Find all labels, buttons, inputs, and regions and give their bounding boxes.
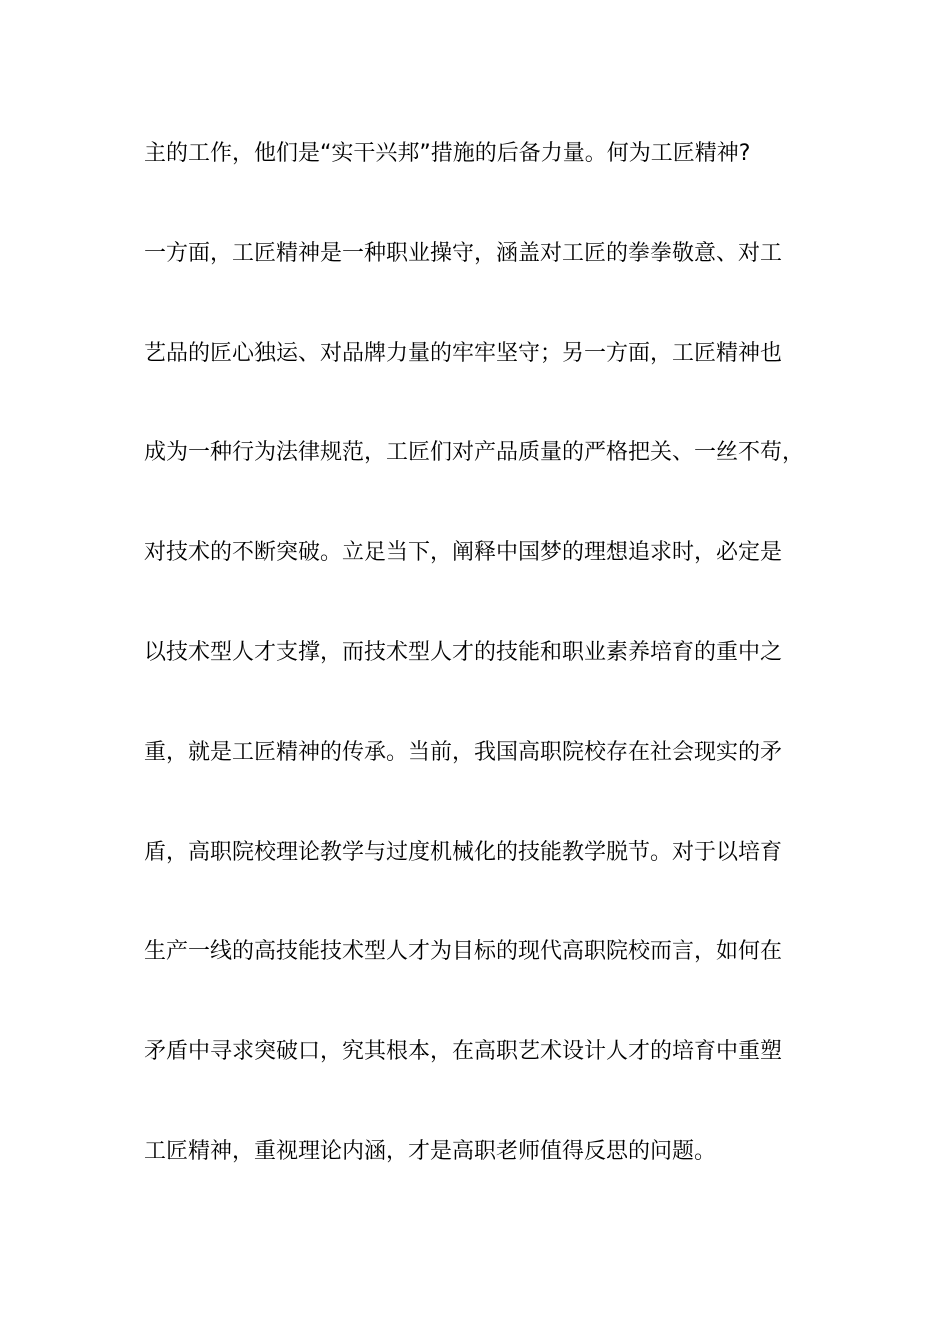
- text-line: 以技术型人才支撑，而技术型人才的技能和职业素养培育的重中之: [144, 639, 783, 665]
- text-line: 艺品的匠心独运、对品牌力量的牢牢坚守；另一方面，工匠精神也: [144, 340, 783, 366]
- text-line: 对技术的不断突破。立足当下，阐释中国梦的理想追求时，必定是: [144, 540, 783, 566]
- body-paragraph: [144, 124, 824, 1222]
- text-line: 一方面，工匠精神是一种职业操守，涵盖对工匠的拳拳敬意、对工: [144, 240, 783, 266]
- text-line: 主的工作，他们是“实干兴邦”措施的后备力量。何为工匠精神?: [144, 141, 751, 166]
- text-line: 成为一种行为法律规范，工匠们对产品质量的严格把关、一丝不苟，: [144, 440, 805, 466]
- text-line: 重，就是工匠精神的传承。当前，我国高职院校存在社会现实的矛: [144, 739, 783, 765]
- text-line: 生产一线的高技能技术型人才为目标的现代高职院校而言，如何在: [144, 939, 783, 965]
- text-line: 盾，高职院校理论教学与过度机械化的技能教学脱节。对于以培育: [144, 839, 783, 865]
- text-line: 工匠精神，重视理论内涵，才是高职老师值得反思的问题。: [144, 1138, 717, 1164]
- text-line: 矛盾中寻求突破口，究其根本，在高职艺术设计人才的培育中重塑: [144, 1039, 783, 1065]
